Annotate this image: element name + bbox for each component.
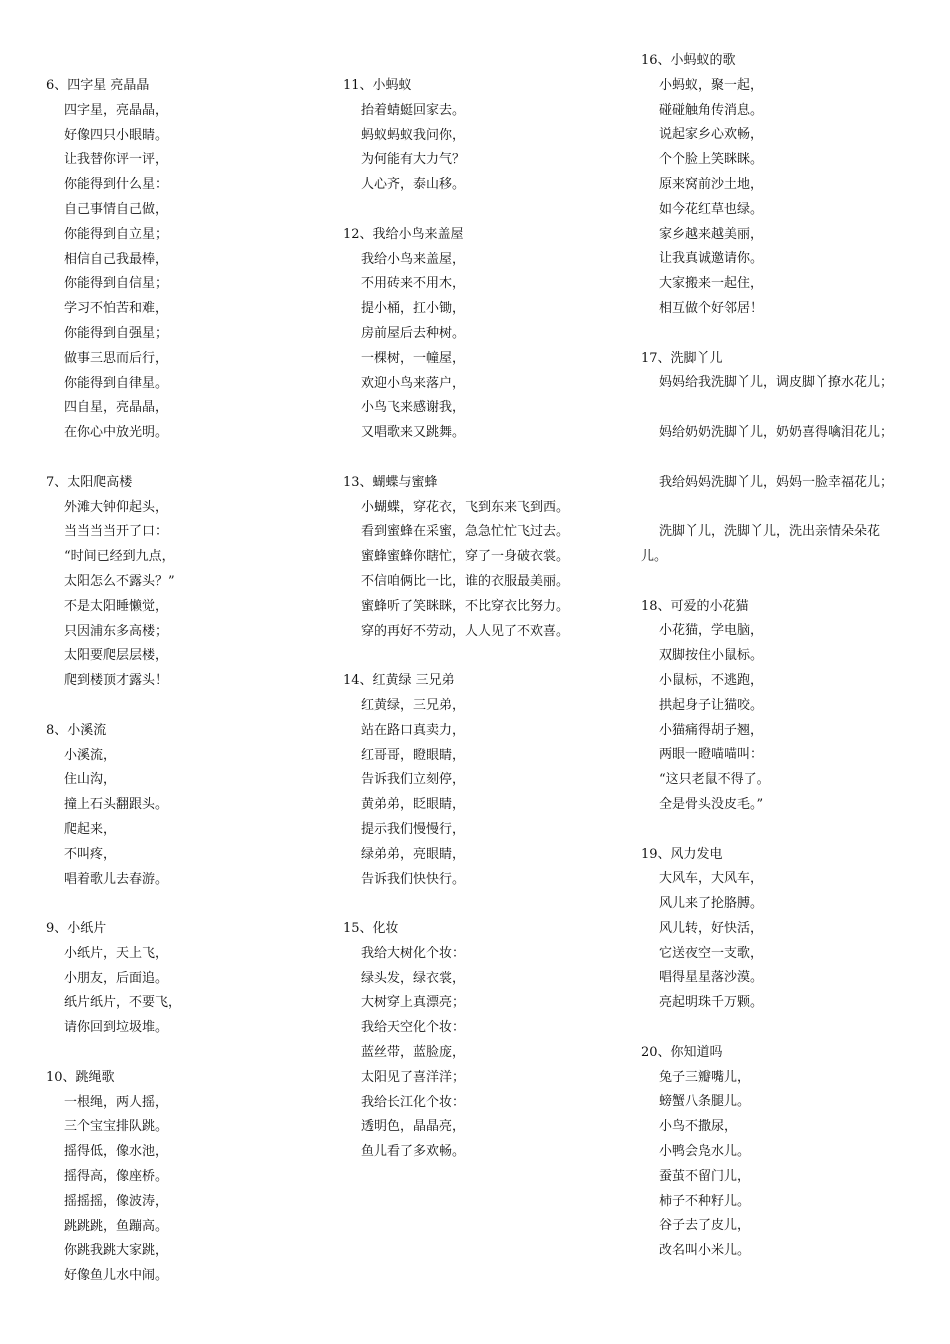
- poem-line: 相互做个好邻居！: [659, 300, 764, 316]
- poem-14: [343, 669, 633, 892]
- poem-line: 只因浦东多高楼；: [64, 623, 169, 639]
- poem-line: 家乡越来越美丽，: [659, 226, 764, 242]
- poem-line: 人心齐，泰山移。: [361, 177, 466, 193]
- poem-line: 让我替你评一评，: [64, 152, 169, 168]
- poem-line: 妈妈给我洗脚丫儿，调皮脚丫撩水花儿；: [659, 375, 894, 391]
- poem-17: [641, 347, 921, 570]
- poem-title: 7、太阳爬高楼: [46, 474, 133, 490]
- poem-line: 房前屋后去种树。: [361, 325, 466, 341]
- poem-line: 小鸟飞来感谢我，: [361, 400, 466, 416]
- poem-line: 我给小鸟来盖屋，: [361, 251, 466, 267]
- poem-6: [46, 74, 316, 446]
- poem-11: [343, 74, 633, 198]
- poem-line: 做事三思而后行，: [64, 350, 169, 366]
- poem-line: 蜜蜂听了笑眯眯，不比穿衣比努力。: [361, 598, 570, 614]
- poem-line: 外滩大钟仰起头，: [64, 499, 169, 515]
- poem-line: 蜜蜂蜜蜂你瞎忙，穿了一身破衣裳。: [361, 549, 570, 565]
- poem-title: 8、小溪流: [46, 722, 107, 738]
- poem-line: 小鸭会凫水儿。: [659, 1144, 751, 1160]
- poem-line: 站在路口真卖力，: [361, 722, 466, 738]
- poem-line: 又唱歌来又跳舞。: [361, 425, 466, 441]
- poem-16: [641, 49, 921, 322]
- poem-line: 自己事情自己做，: [64, 201, 169, 217]
- poem-title: 15、化妆: [343, 921, 399, 937]
- poem-line: 穿的再好不劳动，人人见了不欢喜。: [361, 623, 570, 639]
- poem-line: 妈给奶奶洗脚丫儿，奶奶喜得噙泪花儿；: [659, 424, 894, 440]
- column-3: [641, 49, 921, 1264]
- poem-line: 你跳我跳大家跳，: [64, 1243, 169, 1259]
- poem-13: [343, 471, 633, 645]
- poem-line: 红哥哥，瞪眼睛，: [361, 747, 466, 763]
- poem-line: 大家搬来一起住，: [659, 276, 764, 292]
- poem-line: 绿弟弟，亮眼睛，: [361, 846, 466, 862]
- poem-line: 小朋友，后面追。: [64, 970, 169, 986]
- poem-line: 风儿转，好快活，: [659, 920, 764, 936]
- poem-line: 你能得到什么星：: [64, 177, 169, 193]
- poem-line: 你能得到自立星；: [64, 226, 169, 242]
- poem-line-blank: [641, 446, 921, 471]
- column-2: [343, 74, 633, 1165]
- poem-line: 一棵树，一幢屋，: [361, 350, 466, 366]
- poem-line: 兔子三瓣嘴儿，: [659, 1069, 751, 1085]
- poem-line: 小蚂蚁，聚一起，: [659, 77, 764, 93]
- poem-line: 我给长江化个妆：: [361, 1094, 466, 1110]
- poem-line: 当当当当开了口：: [64, 524, 169, 540]
- poem-line: 小猫痛得胡子翘，: [659, 722, 764, 738]
- poem-title: 18、可爱的小花猫: [641, 598, 749, 614]
- poem-line: 提小桶，扛小锄，: [361, 301, 466, 317]
- poem-line: 谷子去了皮儿，: [659, 1218, 751, 1234]
- poem-line: 透明色，晶晶亮，: [361, 1119, 466, 1135]
- poem-line: 全是骨头没皮毛。”: [659, 796, 764, 812]
- poem-line: 螃蟹八条腿儿。: [659, 1094, 751, 1110]
- poem-line: 唱着歌儿去春游。: [64, 871, 169, 887]
- poem-title: 16、小蚂蚁的歌: [641, 53, 736, 68]
- poem-line: 小纸片，天上飞，: [64, 945, 169, 961]
- poem-line: 鱼儿看了多欢畅。: [361, 1144, 466, 1160]
- poem-line: 蓝丝带，蓝脸庞，: [361, 1045, 466, 1061]
- poem-line-blank: [641, 495, 921, 520]
- poem-line: 告诉我们快快行。: [361, 871, 466, 887]
- poem-line: 个个脸上笑眯眯。: [659, 152, 764, 168]
- poem-line: 蚕茧不留门儿，: [659, 1168, 751, 1184]
- poem-line: 太阳见了喜洋洋；: [361, 1069, 466, 1085]
- poem-line: 爬起来，: [64, 821, 117, 837]
- poem-line: 学习不怕苦和难，: [64, 301, 169, 317]
- poem-line: 三个宝宝排队跳。: [64, 1119, 169, 1135]
- poem-line: 碰碰触角传消息。: [659, 102, 764, 118]
- poem-line: 小蝴蝶，穿花衣，飞到东来飞到西。: [361, 499, 570, 515]
- poem-line: 它送夜空一支歌，: [659, 945, 764, 961]
- poem-line: 小鼠标，不逃跑，: [659, 672, 764, 688]
- poem-line: 我给妈妈洗脚丫儿，妈妈一脸幸福花儿；: [659, 474, 894, 490]
- poem-line: 两眼一瞪喵喵叫：: [659, 747, 764, 763]
- poem-line: 你能得到自信星；: [64, 276, 169, 292]
- poem-line: 摇得高，像座桥。: [64, 1169, 169, 1185]
- poem-12: [343, 223, 633, 446]
- poem-18: [641, 595, 921, 818]
- poem-line: 洗脚丫儿，洗脚丫儿，洗出亲情朵朵花: [659, 524, 881, 540]
- poem-15: [343, 917, 633, 1165]
- poem-title: 19、风力发电: [641, 846, 723, 862]
- poem-line: 请你回到垃圾堆。: [64, 1020, 169, 1036]
- poem-9: [46, 917, 316, 1041]
- poem-line: 说起家乡心欢畅，: [659, 127, 764, 143]
- poem-line: 拱起身子让猫咬。: [659, 697, 764, 713]
- poem-line: 唱得星星落沙漠。: [659, 970, 764, 986]
- poem-line: 爬到楼顶才露头！: [64, 673, 169, 689]
- poem-line: 让我真诚邀请你。: [659, 251, 764, 267]
- poem-line: 小鸟不撒尿，: [659, 1119, 738, 1135]
- poem-line: 一根绳，两人摇，: [64, 1094, 169, 1110]
- poem-line-blank: [641, 396, 921, 421]
- poem-line: 提示我们慢慢行，: [361, 821, 466, 837]
- poem-title: 11、小蚂蚁: [343, 78, 412, 93]
- poem-line: 黄弟弟，眨眼睛，: [361, 797, 466, 813]
- poem-line: “这只老鼠不得了。: [659, 772, 770, 788]
- poem-line: 跳跳跳，鱼蹦高。: [64, 1218, 169, 1234]
- poem-line: 摇摇摇，像波涛，: [64, 1193, 169, 1209]
- poem-line: 改名叫小米儿。: [659, 1243, 751, 1259]
- poem-line: 亮起明珠千万颗。: [659, 995, 764, 1011]
- poem-line: 蚂蚁蚂蚁我问你，: [361, 127, 466, 143]
- poem-line: 风儿来了抡胳膊。: [659, 896, 764, 912]
- poem-line: 为何能有大力气？: [361, 152, 466, 168]
- poem-line: 好像鱼儿水中闹。: [64, 1268, 169, 1284]
- poem-line: 好像四只小眼睛。: [64, 127, 169, 143]
- poem-line: 抬着蜻蜓回家去。: [361, 102, 466, 118]
- poem-line: 你能得到自律星。: [64, 375, 169, 391]
- poem-line: 相信自己我最棒，: [64, 251, 169, 267]
- poem-line: 小溪流，: [64, 747, 117, 763]
- poem-line: 四自星，亮晶晶，: [64, 400, 169, 416]
- poem-line: 双脚按住小鼠标。: [659, 648, 764, 664]
- poem-line: 告诉我们立刻停，: [361, 772, 466, 788]
- poem-line: 纸片纸片，不要飞，: [64, 995, 182, 1011]
- poem-line: 太阳要爬层层楼，: [64, 648, 169, 664]
- poem-title: 12、我给小鸟来盖屋: [343, 226, 464, 242]
- poem-line: 你能得到自强星；: [64, 325, 169, 341]
- poem-line: “时间已经到九点，: [64, 549, 175, 565]
- poem-line: 不信咱俩比一比，谁的衣服最美丽。: [361, 573, 570, 589]
- poem-title: 9、小纸片: [46, 921, 107, 937]
- poem-line: 绿头发，绿衣裳，: [361, 970, 466, 986]
- poem-title: 6、四字星 亮晶晶: [46, 78, 150, 93]
- poem-title: 20、你知道吗: [641, 1044, 723, 1060]
- poem-line: 柿子不种籽儿。: [659, 1193, 751, 1209]
- poem-7: [46, 471, 316, 694]
- poem-8: [46, 719, 316, 893]
- poem-line: 大风车，大风车，: [659, 871, 764, 887]
- poem-title: 17、洗脚丫儿: [641, 350, 723, 366]
- poem-line: 如今花红草也绿。: [659, 201, 764, 217]
- poem-line: 看到蜜蜂在采蜜，急急忙忙飞过去。: [361, 524, 570, 540]
- poem-line: 欢迎小鸟来落户，: [361, 375, 466, 391]
- poem-line: 住山沟，: [64, 772, 117, 788]
- poem-line: 我给大树化个妆：: [361, 945, 466, 961]
- poem-line: 不是太阳睡懒觉，: [64, 598, 169, 614]
- poem-10: [46, 1066, 316, 1289]
- poem-line: 在你心中放光明。: [64, 425, 169, 441]
- poem-line: 不用砖来不用木，: [361, 276, 466, 292]
- poem-line: 不叫疼，: [64, 846, 117, 862]
- poem-19: [641, 843, 921, 1017]
- poem-line: 四字星，亮晶晶，: [64, 102, 169, 118]
- poem-line: 小花猫，学电脑，: [659, 623, 764, 639]
- poem-line: 原来窝前沙土地，: [659, 176, 764, 192]
- poem-line: 太阳怎么不露头？”: [64, 573, 175, 589]
- poem-title: 14、红黄绿 三兄弟: [343, 673, 455, 689]
- poem-line: 我给天空化个妆：: [361, 1020, 466, 1036]
- poem-line: 撞上石头翻跟头。: [64, 797, 169, 813]
- column-1: [46, 74, 316, 1289]
- poem-line: 儿。: [641, 548, 668, 564]
- poem-title: 10、跳绳歌: [46, 1069, 115, 1085]
- poem-title: 13、蝴蝶与蜜蜂: [343, 474, 438, 490]
- poem-line: 红黄绿，三兄弟，: [361, 697, 466, 713]
- poem-20: [641, 1041, 921, 1264]
- poem-line: 摇得低，像水池，: [64, 1144, 169, 1160]
- poem-line: 大树穿上真漂亮；: [361, 995, 466, 1011]
